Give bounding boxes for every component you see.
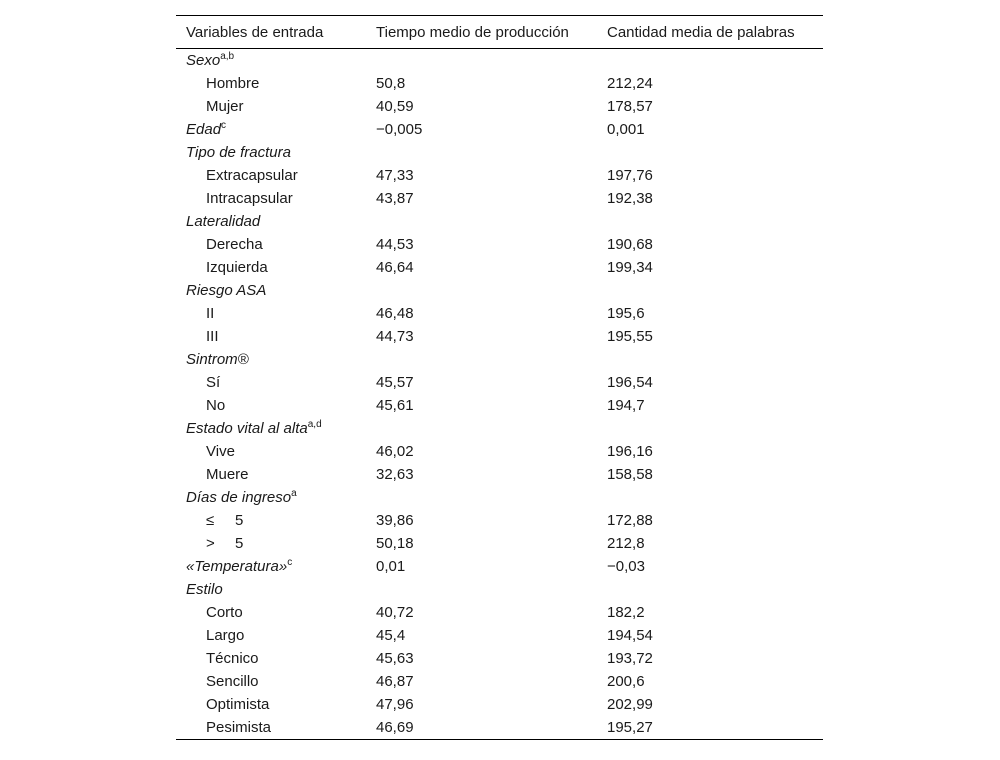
words-value: 194,54 (607, 627, 653, 644)
time-value: 40,72 (376, 604, 414, 621)
footnote-marker: a (291, 488, 297, 499)
table-row (176, 624, 823, 647)
empty-cell (597, 279, 823, 302)
words-value: 172,88 (607, 512, 653, 529)
group-label: Estilo (186, 581, 223, 598)
time-value: 32,63 (376, 466, 414, 483)
time-value: 44,73 (376, 328, 414, 345)
row-label: Optimista (206, 696, 270, 713)
table-row (176, 693, 823, 716)
empty-cell (366, 210, 597, 233)
group-label (176, 118, 366, 141)
table-row (176, 164, 823, 187)
header-input-variables: Variables de entrada (186, 23, 324, 41)
group-label: Lateralidad (186, 213, 261, 230)
row-label: Muere (206, 466, 249, 483)
group-label-text: Sexo (186, 52, 221, 69)
words-value: 202,99 (607, 696, 653, 713)
row-label: Pesimista (206, 719, 272, 736)
footnote-marker: c (221, 120, 227, 131)
time-value: 46,69 (376, 719, 414, 736)
empty-cell (366, 486, 597, 509)
group-label (176, 486, 366, 509)
words-value: 194,7 (607, 397, 645, 414)
time-value: 45,61 (376, 397, 414, 414)
words-value: 193,72 (607, 650, 653, 667)
words-value: 196,16 (607, 443, 653, 460)
table-row (176, 371, 823, 394)
time-value: 40,59 (376, 98, 414, 115)
header-mean-production-time: Tiempo medio de producción (376, 23, 569, 41)
row-label: Sí (206, 374, 221, 391)
row-label: No (206, 397, 226, 414)
time-value: 44,53 (376, 236, 414, 253)
group-label: Sintrom® (186, 351, 249, 368)
words-value: 178,57 (607, 98, 653, 115)
footnote-marker: a,d (307, 419, 322, 430)
row-label: Extracapsular (206, 167, 298, 184)
time-value: 45,63 (376, 650, 414, 667)
group-label (176, 49, 366, 73)
empty-cell (597, 141, 823, 164)
table-row (176, 716, 823, 740)
time-value: 45,4 (376, 627, 406, 644)
footnote-marker: c (287, 557, 293, 568)
words-value: 195,27 (607, 719, 653, 736)
words-value: 0,001 (607, 121, 645, 138)
words-value: 212,24 (607, 75, 653, 92)
empty-cell (597, 486, 823, 509)
words-value: −0,03 (607, 558, 645, 575)
words-value: 199,34 (607, 259, 653, 276)
group-row-estado-vital (176, 417, 823, 440)
group-row-temperatura (176, 555, 823, 578)
group-label-text: Edad (186, 121, 222, 138)
table-row (176, 95, 823, 118)
days-threshold: 5 (235, 535, 244, 552)
row-label: III (206, 328, 219, 345)
row-label (176, 532, 366, 555)
results-table-container (176, 15, 823, 740)
table-row (176, 647, 823, 670)
time-value: 39,86 (376, 512, 414, 529)
group-row-riesgo-asa (176, 279, 823, 302)
empty-cell (597, 578, 823, 601)
table-row (176, 302, 823, 325)
group-row-estilo (176, 578, 823, 601)
time-value: −0,005 (376, 121, 423, 138)
time-value: 47,33 (376, 167, 414, 184)
group-row-sintrom (176, 348, 823, 371)
group-row-lateralidad (176, 210, 823, 233)
group-label: Riesgo ASA (186, 282, 267, 299)
table-row (176, 72, 823, 95)
row-label: Derecha (206, 236, 263, 253)
table-row (176, 463, 823, 486)
time-value: 50,8 (376, 75, 406, 92)
time-value: 47,96 (376, 696, 414, 713)
row-label: Sencillo (206, 673, 259, 690)
table-body (176, 49, 823, 740)
comparison-symbol: ≤ (206, 512, 215, 529)
group-label: Tipo de fractura (186, 144, 291, 161)
empty-cell (597, 417, 823, 440)
table-row (176, 256, 823, 279)
row-label: Técnico (206, 650, 259, 667)
time-value: 46,87 (376, 673, 414, 690)
header-row (176, 16, 823, 49)
empty-cell (597, 348, 823, 371)
days-threshold: 5 (235, 512, 244, 529)
table-row (176, 509, 823, 532)
row-label: II (206, 305, 215, 322)
group-label-text: «Temperatura» (186, 558, 288, 575)
table-row (176, 394, 823, 417)
time-value: 50,18 (376, 535, 414, 552)
empty-cell (597, 49, 823, 73)
words-value: 195,6 (607, 305, 645, 322)
header-mean-word-count: Cantidad media de palabras (607, 23, 795, 41)
table-header (176, 16, 823, 49)
row-label: Mujer (206, 98, 244, 115)
empty-cell (366, 141, 597, 164)
row-label: Corto (206, 604, 243, 621)
time-value: 43,87 (376, 190, 414, 207)
empty-cell (366, 49, 597, 73)
time-value: 46,02 (376, 443, 414, 460)
table-row (176, 233, 823, 256)
group-row-dias-ingreso (176, 486, 823, 509)
words-value: 190,68 (607, 236, 653, 253)
words-value: 195,55 (607, 328, 653, 345)
empty-cell (366, 578, 597, 601)
words-value: 182,2 (607, 604, 645, 621)
group-row-edad (176, 118, 823, 141)
empty-cell (366, 279, 597, 302)
table-row (176, 440, 823, 463)
time-value: 46,48 (376, 305, 414, 322)
row-label: Vive (206, 443, 235, 460)
words-value: 212,8 (607, 535, 645, 552)
row-label: Izquierda (206, 259, 268, 276)
table-row (176, 670, 823, 693)
group-row-tipo-fractura (176, 141, 823, 164)
time-value: 0,01 (376, 558, 406, 575)
row-label: Intracapsular (206, 190, 293, 207)
empty-cell (597, 210, 823, 233)
time-value: 45,57 (376, 374, 414, 391)
table-row (176, 532, 823, 555)
table-row (176, 187, 823, 210)
group-label-text: Estado vital al alta (186, 420, 308, 437)
row-label: Largo (206, 627, 245, 644)
words-value: 197,76 (607, 167, 653, 184)
group-row-sexo (176, 49, 823, 73)
time-value: 46,64 (376, 259, 414, 276)
group-label-text: Días de ingreso (186, 489, 292, 506)
row-label (176, 509, 366, 532)
group-label (176, 417, 366, 440)
table-row (176, 601, 823, 624)
comparison-symbol: > (206, 535, 215, 552)
empty-cell (366, 417, 597, 440)
words-value: 158,58 (607, 466, 653, 483)
table-row (176, 325, 823, 348)
words-value: 196,54 (607, 374, 653, 391)
row-label: Hombre (206, 75, 260, 92)
empty-cell (366, 348, 597, 371)
words-value: 200,6 (607, 673, 645, 690)
footnote-marker: a,b (220, 51, 235, 62)
group-label (176, 555, 366, 578)
words-value: 192,38 (607, 190, 653, 207)
results-table (176, 15, 823, 740)
